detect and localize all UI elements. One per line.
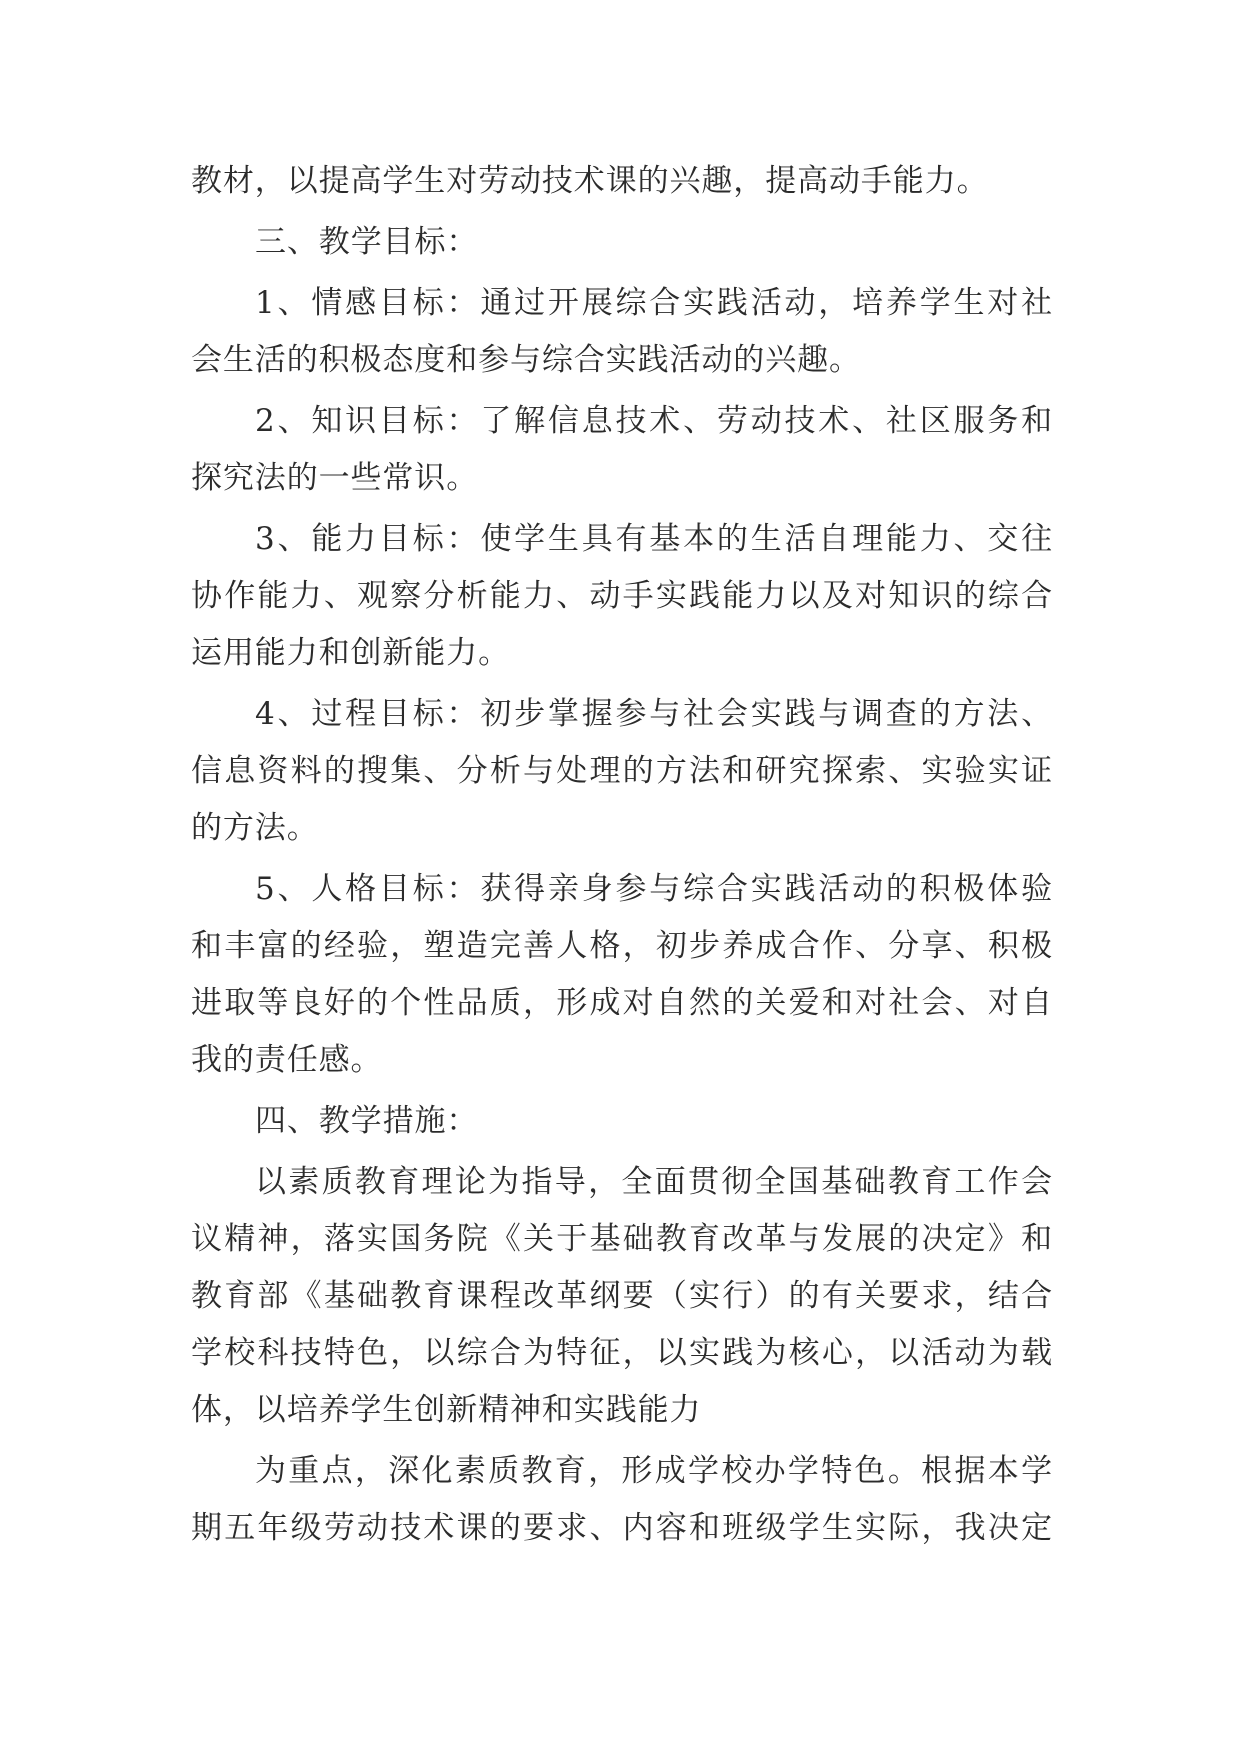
text-line: 教材，以提高学生对劳动技术课的兴趣，提高动手能力。 <box>191 163 989 199</box>
text-line: 2、知识目标：了解信息技术、劳动技术、社区服务和 <box>255 403 1053 439</box>
text-line: 为重点，深化素质教育，形成学校办学特色。根据本学 <box>255 1453 1053 1489</box>
text-line: 3、能力目标：使学生具有基本的生活自理能力、交往 <box>255 521 1053 557</box>
text-line: 学校科技特色，以综合为特征，以实践为核心，以活动为载 <box>191 1335 1053 1371</box>
text-line: 信息资料的搜集、分析与处理的方法和研究探索、实验实证 <box>191 753 1053 789</box>
text-line: 我的责任感。 <box>191 1042 383 1078</box>
text-line: 协作能力、观察分析能力、动手实践能力以及对知识的综合 <box>191 578 1053 614</box>
text-line: 1、情感目标：通过开展综合实践活动，培养学生对社 <box>255 285 1053 321</box>
text-line: 5、人格目标：获得亲身参与综合实践活动的积极体验 <box>255 871 1053 907</box>
text-line: 期五年级劳动技术课的要求、内容和班级学生实际，我决定 <box>191 1510 1053 1546</box>
text-line: 的方法。 <box>191 810 319 846</box>
text-line: 和丰富的经验，塑造完善人格，初步养成合作、分享、积极 <box>191 928 1053 964</box>
text-line: 以素质教育理论为指导，全面贯彻全国基础教育工作会 <box>255 1164 1053 1200</box>
document-body <box>191 153 1053 1557</box>
text-line: 体，以培养学生创新精神和实践能力 <box>191 1392 702 1428</box>
text-line: 4、过程目标：初步掌握参与社会实践与调查的方法、 <box>255 696 1053 732</box>
section-heading: 三、教学目标： <box>255 224 479 260</box>
section-heading: 四、教学措施： <box>255 1103 479 1139</box>
text-line: 运用能力和创新能力。 <box>191 635 510 671</box>
text-line: 议精神，落实国务院《关于基础教育改革与发展的决定》和 <box>191 1221 1053 1257</box>
text-line: 教育部《基础教育课程改革纲要（实行）的有关要求，结合 <box>191 1278 1053 1314</box>
text-line: 探究法的一些常识。 <box>191 460 479 496</box>
text-line: 会生活的积极态度和参与综合实践活动的兴趣。 <box>191 342 861 378</box>
text-line: 进取等良好的个性品质，形成对自然的关爱和对社会、对自 <box>191 985 1053 1021</box>
